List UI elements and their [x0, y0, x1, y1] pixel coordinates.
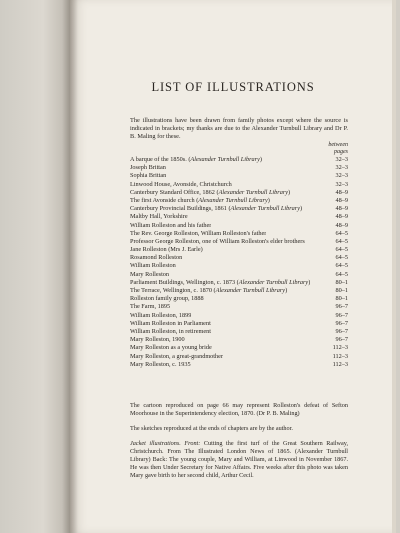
illustration-source: Alexander Turnbull Library [215, 287, 286, 294]
illustration-title: The Terrace, Wellington, c. 1870 (Alexander Turnbull Library) [130, 287, 288, 294]
illustration-title [130, 336, 185, 344]
illustration-title: A barque of the 1850s. (Alexander Turnbull Library) [130, 156, 262, 163]
illustration-caption: Linwood House, Avonside, Christchurch [130, 180, 232, 188]
illustration-caption: Jane Rolleston (Mrs J. Earle) [130, 246, 203, 254]
book-page [70, 0, 396, 533]
illustration-entry [130, 254, 348, 262]
illustration-title [130, 246, 203, 254]
illustration-caption: Canterbury Standard Office, 1862 [130, 188, 215, 196]
illustration-entry [130, 164, 348, 172]
illustration-pages: 48–9 [335, 213, 348, 221]
illustration-caption: Parliament Buildings, Wellington, c. 1873 [130, 278, 236, 286]
illustration-pages: 80–1 [335, 295, 348, 303]
illustration-title [130, 262, 176, 270]
illustration-caption: The Farm, 1895 [130, 303, 171, 311]
illustration-entry [130, 344, 348, 352]
illustration-title [130, 320, 211, 328]
illustration-entry [130, 361, 348, 369]
illustration-entry [130, 172, 348, 180]
illustration-source: Alexander Turnbull Library [230, 205, 300, 213]
illustration-source: Alexander Turnbull Library [190, 156, 260, 163]
illustration-entry [130, 353, 348, 361]
illustration-entry [130, 295, 348, 303]
illustration-entry [130, 279, 348, 287]
illustration-caption: The first Avonside church [130, 196, 195, 204]
illustration-title [130, 238, 305, 246]
illustration-caption: Mary Rolleston, a great-grandmother [130, 352, 224, 360]
illustration-caption: William Rolleston in Parliament [130, 319, 211, 327]
jacket-note-text: Cutting the first turf of the Great Southern Railway, Christchurch. From The Illustrated London News of 1865. (Alexander Turnbull Library) Back: The young couple, Mary and William, at Linwood in November 1867. He was then Under Secretary for Native Affairs. Five weeks after this photo was taken Mary gave birth to her second child, Arthur Cecil. [130, 440, 349, 479]
illustration-caption: Rosamond Rolleston [130, 254, 183, 262]
column-header-line2: pages [334, 149, 348, 155]
illustration-entry [130, 156, 348, 164]
cartoon-note: The cartoon reproduced on page 66 may represent Rolleston's defeat of Sefton Moorhouse in the Superintendency election, 1870. (Dr P. B. Maling) [130, 402, 348, 417]
sketches-note: The sketches reproduced at the ends of chapters are by the author. [130, 425, 293, 432]
illustration-pages: 96–7 [335, 319, 348, 327]
illustration-pages: 48–9 [335, 188, 348, 196]
illustration-title [130, 328, 211, 336]
page-heading: LIST OF ILLUSTRATIONS [151, 80, 315, 94]
illustration-title [130, 222, 211, 230]
illustration-pages: 112–3 [332, 352, 348, 360]
illustration-pages: 48–9 [335, 221, 348, 229]
illustration-pages: 64–5 [335, 254, 348, 262]
illustration-caption: Joseph Brittan [130, 164, 166, 172]
illustration-source: Alexander Turnbull Library [218, 188, 289, 196]
illustration-title [130, 181, 232, 189]
illustration-pages: 112–3 [332, 360, 348, 368]
illustration-caption: William Rolleston, in retirement [130, 327, 211, 335]
illustration-entry [130, 320, 348, 328]
illustration-pages: 96–7 [335, 303, 348, 311]
illustration-title [130, 312, 191, 320]
illustration-entry [130, 312, 348, 320]
illustration-caption: Professor George Rolleston, one of William Rolleston's elder brothers [130, 237, 305, 245]
illustration-pages: 80–1 [335, 278, 348, 286]
illustration-pages: 112–3 [332, 344, 348, 352]
illustration-pages: 64–5 [335, 262, 348, 270]
illustration-caption: Mary Rolleston as a young bride [130, 344, 212, 352]
illustration-title: Parliament Buildings, Wellington, c. 1873 (Alexander Turnbull Library) [130, 278, 311, 286]
illustration-entry [130, 262, 348, 270]
illustration-entry [130, 181, 348, 189]
illustration-entry [130, 271, 348, 279]
illustration-entry [130, 238, 348, 246]
illustration-entry [130, 328, 348, 336]
illustration-caption: A barque of the 1850s. [130, 156, 187, 163]
book-gutter [62, 0, 78, 533]
illustration-caption: Canterbury Provincial Buildings, 1861 [130, 205, 227, 213]
illustration-pages: 48–9 [335, 205, 348, 213]
illustration-pages: 64–5 [335, 246, 348, 254]
illustration-pages: 64–5 [335, 270, 348, 278]
illustration-title [130, 295, 204, 303]
illustration-pages: 96–7 [335, 327, 348, 335]
illustration-entry [130, 246, 348, 254]
illustration-title [130, 213, 188, 221]
illustration-entry [130, 189, 348, 197]
illustration-caption: Maltby Hall, Yorkshire [130, 213, 188, 221]
illustration-title [130, 271, 169, 279]
illustration-caption: Mary Rolleston [130, 270, 170, 278]
illustration-source: Alexander Turnbull Library [238, 278, 309, 286]
illustration-caption: Rolleston family group, 1888 [130, 295, 204, 303]
illustration-title [130, 303, 170, 311]
illustration-entry [130, 336, 348, 344]
illustration-pages: 64–5 [335, 237, 348, 245]
illustration-caption: William Rolleston [130, 262, 176, 270]
illustration-pages: 96–7 [335, 311, 348, 319]
illustration-title [130, 361, 191, 369]
illustration-entry [130, 222, 348, 230]
illustration-title [130, 172, 166, 180]
illustration-title: Canterbury Provincial Buildings, 1861 (Alexander Turnbull Library) [130, 205, 303, 213]
illustration-caption: Sophia Brittan [130, 172, 167, 180]
column-header [310, 142, 348, 156]
column-header-line1: between [328, 142, 348, 148]
illustration-caption: Mary Rolleston, c. 1935 [130, 360, 191, 368]
illustration-title [130, 344, 212, 352]
illustration-caption: The Rev. George Rolleston, William Rolleston's father [130, 229, 267, 237]
illustrations-list [130, 156, 348, 369]
illustration-pages: 32–3 [335, 180, 348, 188]
illustration-pages: 32–3 [335, 156, 348, 163]
illustration-caption: William Rolleston, 1899 [130, 311, 192, 319]
illustration-caption: Mary Rolleston, 1900 [130, 336, 185, 344]
illustration-entry [130, 230, 348, 238]
jacket-note [130, 440, 348, 480]
illustration-title [130, 164, 166, 172]
jacket-note-lead: Jacket illustrations. Front: [130, 440, 201, 447]
illustration-pages: 32–3 [335, 172, 348, 180]
illustration-title [130, 254, 182, 262]
illustration-title: The first Avonside church (Alexander Turnbull Library) [130, 196, 270, 204]
illustration-entry [130, 287, 348, 295]
illustration-pages: 32–3 [335, 164, 348, 172]
illustration-title [130, 353, 223, 361]
illustration-entry [130, 303, 348, 311]
illustration-entry [130, 213, 348, 221]
illustration-caption: William Rolleston and his father [130, 221, 212, 229]
illustration-entry [130, 197, 348, 205]
illustration-title [130, 230, 266, 238]
illustration-entry [130, 205, 348, 213]
illustration-title: Canterbury Standard Office, 1862 (Alexander Turnbull Library) [130, 188, 291, 196]
illustration-pages: 48–9 [335, 196, 348, 204]
illustration-pages: 96–7 [335, 336, 348, 344]
intro-paragraph: The illustrations have been drawn from family photos except where the source is indicated in brackets; my thanks are due to the Alexander Turnbull Library and Dr P. B. Maling for these. [130, 117, 348, 141]
illustration-caption: The Terrace, Wellington, c. 1870 [130, 287, 212, 294]
illustration-pages: 80–1 [335, 287, 348, 294]
illustration-source: Alexander Turnbull Library [198, 196, 268, 204]
illustration-pages: 64–5 [335, 229, 348, 237]
